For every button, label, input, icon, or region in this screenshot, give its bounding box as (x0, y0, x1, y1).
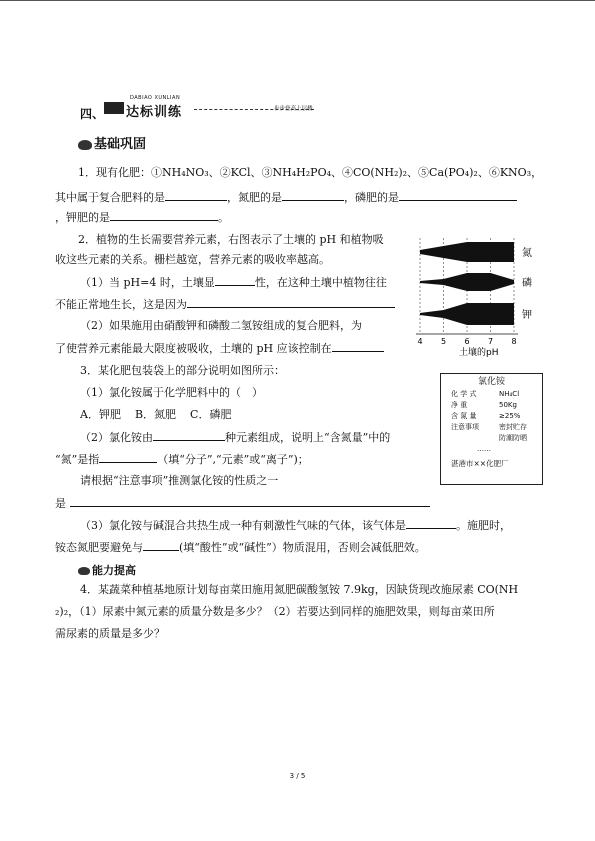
label-row (441, 411, 542, 422)
q2-text: 了使营养元素能最大限度被吸收，土壤的 pH 应该控制在 (55, 342, 332, 355)
q1-text: ，钾肥的是 (55, 211, 110, 224)
label-key: 注意事项 (451, 423, 479, 431)
page-number: 3 / 5 (289, 772, 306, 780)
q3-text: 。施肥时， (456, 519, 511, 532)
section-title: 达标训练 (126, 105, 183, 120)
q3-text: 铵态氮肥要避免与 (55, 541, 143, 554)
banner-pinyin: DABIAO XUNLIAN (130, 95, 181, 101)
leaf-icon (78, 567, 90, 575)
subhead-basic-text: 基础巩固 (94, 137, 147, 152)
label-dots: …… (477, 445, 491, 453)
answer-blank[interactable] (99, 452, 157, 463)
q1-line3 (55, 210, 229, 225)
label-key: 化 学 式 (451, 390, 477, 398)
q2-line5: （2）如果施用由硝酸钾和磷酸二氢铵组成的复合肥料，为 (80, 319, 362, 332)
q1-text: ，磷肥的是 (344, 191, 399, 204)
label-row (441, 400, 542, 411)
label-value: 防潮防晒 (499, 434, 527, 442)
answer-blank[interactable] (282, 190, 344, 201)
banner-motto: 步步登高上层楼 (274, 106, 313, 112)
q3-line6: 请根据“注意事项”推测氯化铵的性质之一 (80, 474, 279, 487)
option-b[interactable]: B．氮肥 (134, 408, 177, 421)
q3-text: （3）氯化铵与碱混合共热生成一种有刺激性气味的气体，该气体是 (80, 519, 406, 532)
q3-text: 是 (55, 497, 66, 510)
label-value: NH₄Cl (499, 390, 520, 398)
answer-blank[interactable] (399, 190, 517, 201)
series-band-1 (420, 242, 514, 262)
q4-line2: ₂)₂，（1）尿素中氮元素的质量分数是多少？（2）若要达到同样的施肥效果，则每亩菜田所 (55, 605, 495, 618)
label-key: 净 重 (451, 401, 468, 409)
answer-blank[interactable] (70, 496, 430, 507)
label-maker: 湛港市××化肥厂 (451, 459, 509, 468)
answer-blank[interactable] (153, 430, 225, 441)
label-row (441, 389, 542, 400)
subhead-advanced-text: 能力提高 (92, 564, 136, 577)
label-title: 氯化铵 (477, 377, 505, 387)
label-value: 密封贮存 (499, 423, 527, 431)
q3-line5 (55, 452, 309, 467)
label-row (441, 433, 542, 444)
answer-blank[interactable] (187, 297, 395, 308)
q3-line1: 3．某化肥包装袋上的部分说明如图所示： (80, 364, 285, 377)
q1-line2 (55, 190, 517, 205)
series-band-2 (420, 273, 514, 291)
subhead-advanced (78, 562, 136, 578)
banner-bar (104, 102, 124, 114)
series-label: 钾 (522, 310, 532, 321)
q3-text: (填“酸性”或“碱性”）物质混用，否则会减低肥效。 (179, 541, 426, 554)
q3-options (80, 408, 231, 422)
q3-line2: （1）氯化铵属于化学肥料中的（ ） (80, 386, 263, 399)
section-banner (104, 95, 334, 120)
q4-line1: 4．某蔬菜种植基地原计划每亩菜田施用氮肥碳酸氢铵 7.9kg，因缺货现改施尿素 CO(NH (80, 583, 519, 596)
subhead-basic (78, 133, 146, 152)
option-a[interactable]: A．钾肥 (80, 408, 121, 421)
answer-blank[interactable] (143, 540, 179, 551)
q1-text: 。 (218, 211, 229, 224)
q2-text: 不能正常地生长，这是因为 (55, 298, 187, 311)
q1-text: ，氮肥的是 (227, 191, 282, 204)
x-tick-label: 7 (487, 337, 494, 346)
x-tick-label: 8 (511, 337, 517, 346)
label-key: 含 氮 量 (451, 412, 477, 420)
q4-line3: 需尿素的质量是多少？ (55, 627, 165, 640)
q3-line8 (80, 518, 511, 533)
label-key (451, 433, 499, 444)
ph-absorption-chart (410, 234, 540, 360)
x-tick-label: 5 (440, 337, 447, 346)
x-axis-label: 土壤的pH (459, 348, 499, 358)
q1-line1: 1．现有化肥：①NH₄NO₃、②KCl、③NH₄H₂PO₄、④CO(NH₂)₂、⑤Ca(PO₄)₂、⑥KNO₃， (78, 166, 543, 179)
answer-blank[interactable] (110, 210, 218, 221)
label-value: ≥25% (499, 412, 521, 420)
q2-line3 (80, 275, 387, 290)
series-label: 磷 (522, 278, 532, 289)
fertilizer-label (440, 373, 543, 485)
q2-line1: 2．植物的生长需要营养元素，右图表示了土壤的 pH 和植物吸 (78, 233, 384, 246)
q3-text: （填“分子”,“元素”或“离子”)； (157, 453, 309, 466)
label-row (441, 422, 542, 433)
q3-text: “氮”是指 (55, 453, 100, 466)
x-tick-label: 6 (464, 337, 470, 346)
leaf-icon (78, 140, 92, 150)
q3-text: 种元素组成，说明上“含氮量”中的 (225, 431, 391, 444)
q3-line7 (55, 496, 430, 511)
label-value: 50Kg (499, 401, 517, 409)
q1-text: 其中属于复合肥料的是 (55, 191, 165, 204)
q3-line4 (80, 430, 390, 445)
answer-blank[interactable] (165, 190, 227, 201)
q3-text: （2）氯化铵由 (80, 431, 153, 444)
option-c[interactable]: C．磷肥 (190, 408, 232, 421)
answer-blank[interactable] (332, 341, 384, 352)
q2-text: 性，在这种土壤中植物往往 (254, 276, 387, 289)
q2-line6 (55, 341, 384, 356)
q2-line2: 收这些元素的关系。栅栏越宽，营养元素的吸收率越高。 (55, 253, 330, 266)
q2-line4 (55, 297, 395, 312)
series-label: 氮 (522, 248, 532, 259)
section-number: 四、 (80, 107, 105, 121)
answer-blank[interactable] (215, 275, 255, 286)
top-rule (0, 0, 595, 1)
x-tick-label: 4 (417, 337, 423, 346)
answer-blank[interactable] (406, 518, 456, 529)
q3-line9 (55, 540, 426, 555)
q2-text: （1）当 pH=4 时，土壤显 (80, 276, 215, 289)
series-band-3 (420, 303, 514, 325)
